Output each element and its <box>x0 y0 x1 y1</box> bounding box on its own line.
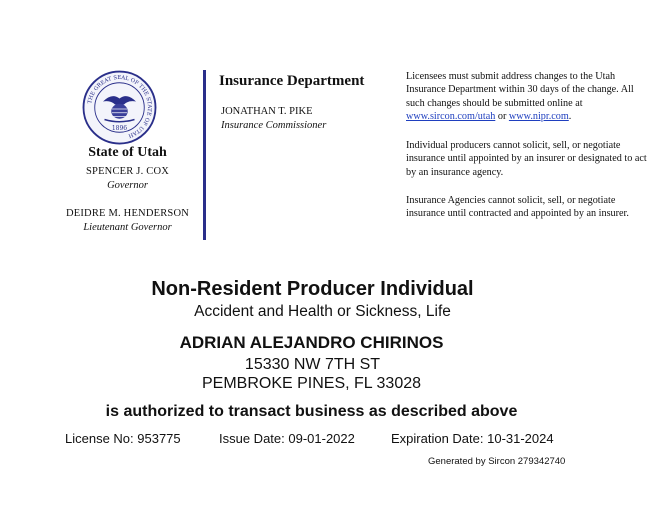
nipr-link[interactable]: www.nipr.com <box>508 111 569 123</box>
header-divider <box>203 70 206 240</box>
licensee-name: ADRIAN ALEJANDRO CHIRINOS <box>179 333 444 352</box>
period-text: . <box>568 111 572 123</box>
governor-name: SPENCER J. COX <box>85 166 170 177</box>
expiration-date: Expiration Date: 10-31-2024 <box>391 431 554 446</box>
agency-notice: Insurance Agencies cannot solicit, sell, or negotiate insurance until contracted and appointed by an insurer. <box>406 195 629 220</box>
department-title: Insurance Department <box>219 73 365 89</box>
state-title: State of Utah <box>88 145 167 160</box>
commissioner-title: Insurance Commissioner <box>221 120 327 131</box>
seal-ring-text: THE GREAT SEAL OF THE STATE OF UTAH <box>87 74 153 139</box>
address-change-notice <box>406 70 648 124</box>
sircon-link[interactable]: www.sircon.com/utah <box>406 111 496 123</box>
generated-by: Generated by Sircon 279342740 <box>428 456 566 467</box>
license-lines: Accident and Health or Sickness, Life <box>194 303 451 320</box>
seal-year: 1896 <box>111 125 128 132</box>
producer-notice: Individual producers cannot solicit, sell, or negotiate insurance until appointed by an insurer or designated to act by an insurance agency. <box>406 140 647 178</box>
issue-date: Issue Date: 09-01-2022 <box>219 431 355 446</box>
address-change-text: Licensees must submit address changes to the Utah Insurance Department within 30 days of the change. All such changes should be submitted online at <box>406 71 634 109</box>
commissioner-name: JONATHAN T. PIKE <box>221 106 313 117</box>
address-line-1: 15330 NW 7TH ST <box>244 356 381 373</box>
license-number: License No: 953775 <box>65 431 181 446</box>
authorization-statement: is authorized to transact business as described above <box>105 403 518 420</box>
license-type: Non-Resident Producer Individual <box>151 278 474 300</box>
lt-governor-name: DEIDRE M. HENDERSON <box>65 208 190 219</box>
lt-governor-title: Lieutenant Governor <box>83 222 172 233</box>
or-text: or <box>495 111 509 123</box>
governor-title: Governor <box>107 180 148 191</box>
utah-state-seal <box>82 70 157 145</box>
address-line-2: PEMBROKE PINES, FL 33028 <box>201 375 422 392</box>
